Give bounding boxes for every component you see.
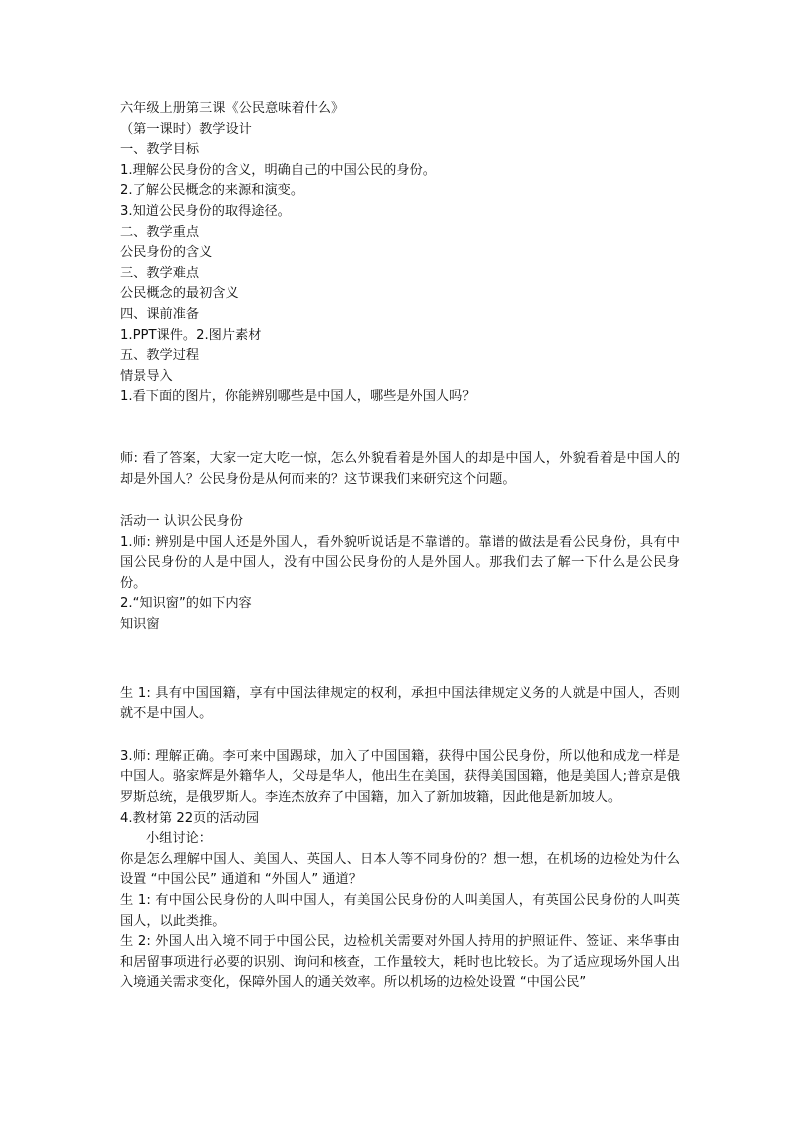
section-heading-difficulty: 三、教学难点 [120, 265, 200, 281]
blank-space [120, 725, 680, 747]
section-heading-key-point: 二、教学重点 [120, 224, 200, 240]
item-4-activity-garden: 4.教材第 22页的活动园 [120, 810, 260, 826]
document-title: 六年级上册第三课《公民意味着什么》 [120, 101, 345, 116]
activity-1-item-2: 2.“知识窗”的如下内容 [120, 596, 252, 612]
knowledge-window-label: 知识窗 [120, 617, 160, 633]
activity-1-heading: 活动一 认识公民身份 [120, 514, 243, 530]
student-answer-discussion-2: 生 2: 外国人出入境不同于中国公民，边检机关需要对外国人持用的护照证件、签证、来华事由和居留事项进行必要的识别、询问和核查，工作量较大，耗时也比较长。为了适应现场外国人出入境通关需求变化，保障外国人的通关效率。所以机场的边检处设置 “中国公民” [120, 934, 680, 991]
document-body [120, 99, 680, 994]
intro-question: 1.看下面的图片，你能辨别哪些是中国人，哪些是外国人吗？ [120, 389, 476, 405]
image-placeholder-space [120, 408, 680, 449]
activity-1-paragraph: 1.师: 辨别是中国人还是外国人，看外貌听说话是不靠谱的。靠谱的做法是看公民身份，具有中国公民身份的人是中国人，没有中国公民身份的人是外国人。那我们去了解一下什么是公民身份。 [120, 534, 680, 591]
goal-item-1: 1.理解公民身份的含义，明确自己的中国公民的身份。 [120, 162, 436, 178]
goal-item-2: 2.了解公民概念的来源和演变。 [120, 183, 305, 199]
teacher-paragraph-1: 师: 看了答案，大家一定大吃一惊，怎么外貌看着是外国人的却是中国人，外貌看着是中国人的却是外国人？公民身份是从何而来的？这节课我们来研究这个问题。 [120, 450, 680, 487]
section-heading-preparation: 四、课前准备 [120, 306, 200, 322]
preparation-text: 1.PPT课件。2.图片素材 [120, 327, 262, 343]
intro-heading: 情景导入 [120, 368, 173, 384]
section-heading-goals: 一、教学目标 [120, 142, 200, 158]
document-subtitle: （第一课时）教学设计 [120, 121, 252, 137]
student-answer-discussion-1: 生 1: 有中国公民身份的人叫中国人，有美国公民身份的人叫美国人，有英国公民身份的人叫英国人，以此类推。 [120, 893, 680, 929]
image-placeholder-space [120, 636, 680, 684]
section-heading-process: 五、教学过程 [120, 348, 200, 364]
difficulty-text: 公民概念的最初含义 [120, 286, 239, 302]
key-point-text: 公民身份的含义 [120, 245, 213, 261]
discussion-question: 你是怎么理解中国人、美国人、英国人、日本人等不同身份的？想一想，在机场的边检处为什么设置 “中国公民” 通道和 “外国人” 通道？ [120, 851, 680, 888]
blank-space [120, 490, 680, 512]
goal-item-3: 3.知道公民身份的取得途径。 [120, 203, 291, 219]
teacher-paragraph-3: 3.师: 理解正确。李可来中国踢球，加入了中国国籍，获得中国公民身份，所以他和成龙一样是中国人。骆家辉是外籍华人，父母是华人，他出生在美国，获得美国国籍，他是美国人;普京是俄罗斯总统，是俄罗斯人。李连杰放弃了中国籍，加入了新加坡籍，因此他是新加坡人。 [120, 748, 680, 806]
group-discussion-label: 小组讨论： [146, 831, 212, 847]
student-answer-1: 生 1: 具有中国国籍，享有中国法律规定的权利，承担中国法律规定义务的人就是中国人，否则就不是中国人。 [120, 685, 680, 722]
